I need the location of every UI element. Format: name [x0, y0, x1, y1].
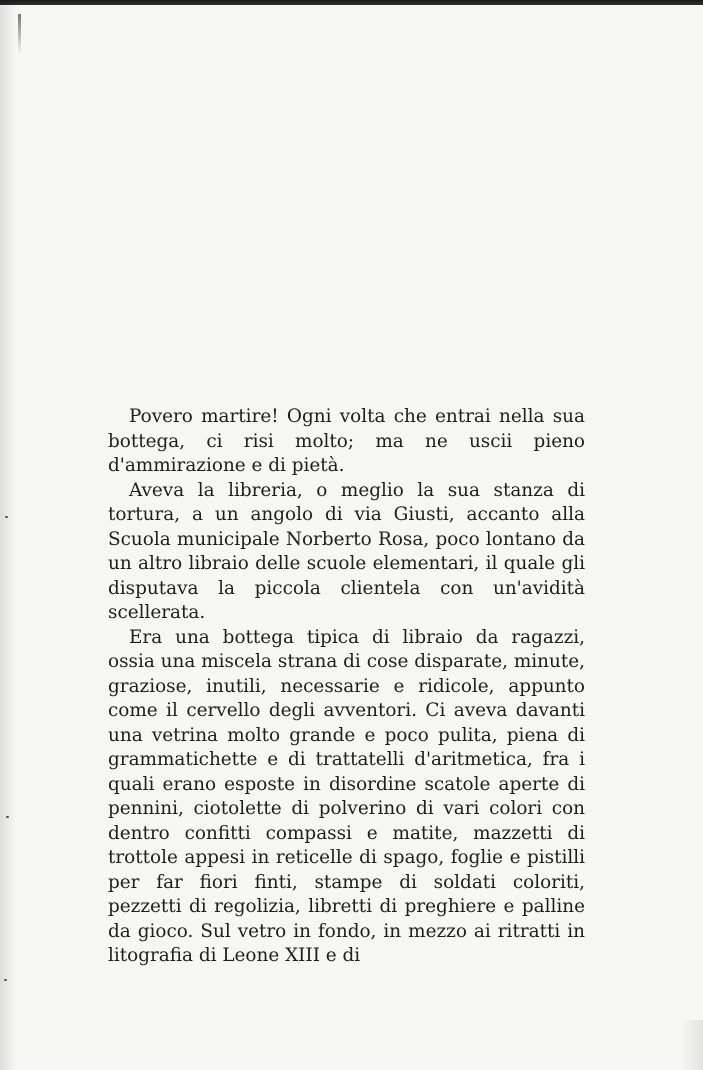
page-corner-shadow [681, 1020, 703, 1070]
paper-speck [6, 816, 9, 818]
paragraph-2: Aveva la libreria, o meglio la sua stanza di tortura, a un angolo di via Giusti, accanto alla Scuola municipale Norberto Rosa, poco lontano da un altro libraio delle scuole elementari, il quale gli disputava la piccola clientela con un'avidità scellerata. [108, 479, 585, 623]
page-top-edge [0, 0, 703, 5]
page-body-text [108, 405, 585, 969]
paragraph-3: Era una bottega tipica di libraio da ragazzi, ossia una miscela strana di cose disparate, minute, graziose, inutili, necessarie e ridicole, appunto come il cervello degli avventori. Ci aveva davanti una vetrina molto grande e poco pulita, piena di grammatichette e di trattatelli d'aritmetica, fra i quali erano esposte in disordine scatole aperte di pennini, ciotolette di polverino di vari colori con dentro confitti compassi e matite, mazzetti di trottole appesi in reticelle di spago, foglie e pistilli per far fiori finti, stampe di soldati coloriti, pezzetti di regolizia, libretti di preghiere e palline da gioco. Sul vetro in fondo, in mezzo ai ritratti in litografia di Leone XIII e di [108, 626, 585, 966]
paper-speck [5, 516, 8, 518]
binding-shadow [0, 0, 16, 1070]
paper-speck [4, 979, 7, 981]
paragraph-1: Povero martire! Ogni volta che entrai nella sua bottega, ci risi molto; ma ne uscii pieno d'ammirazione e di pietà. [108, 406, 585, 476]
binding-mark [18, 14, 21, 54]
